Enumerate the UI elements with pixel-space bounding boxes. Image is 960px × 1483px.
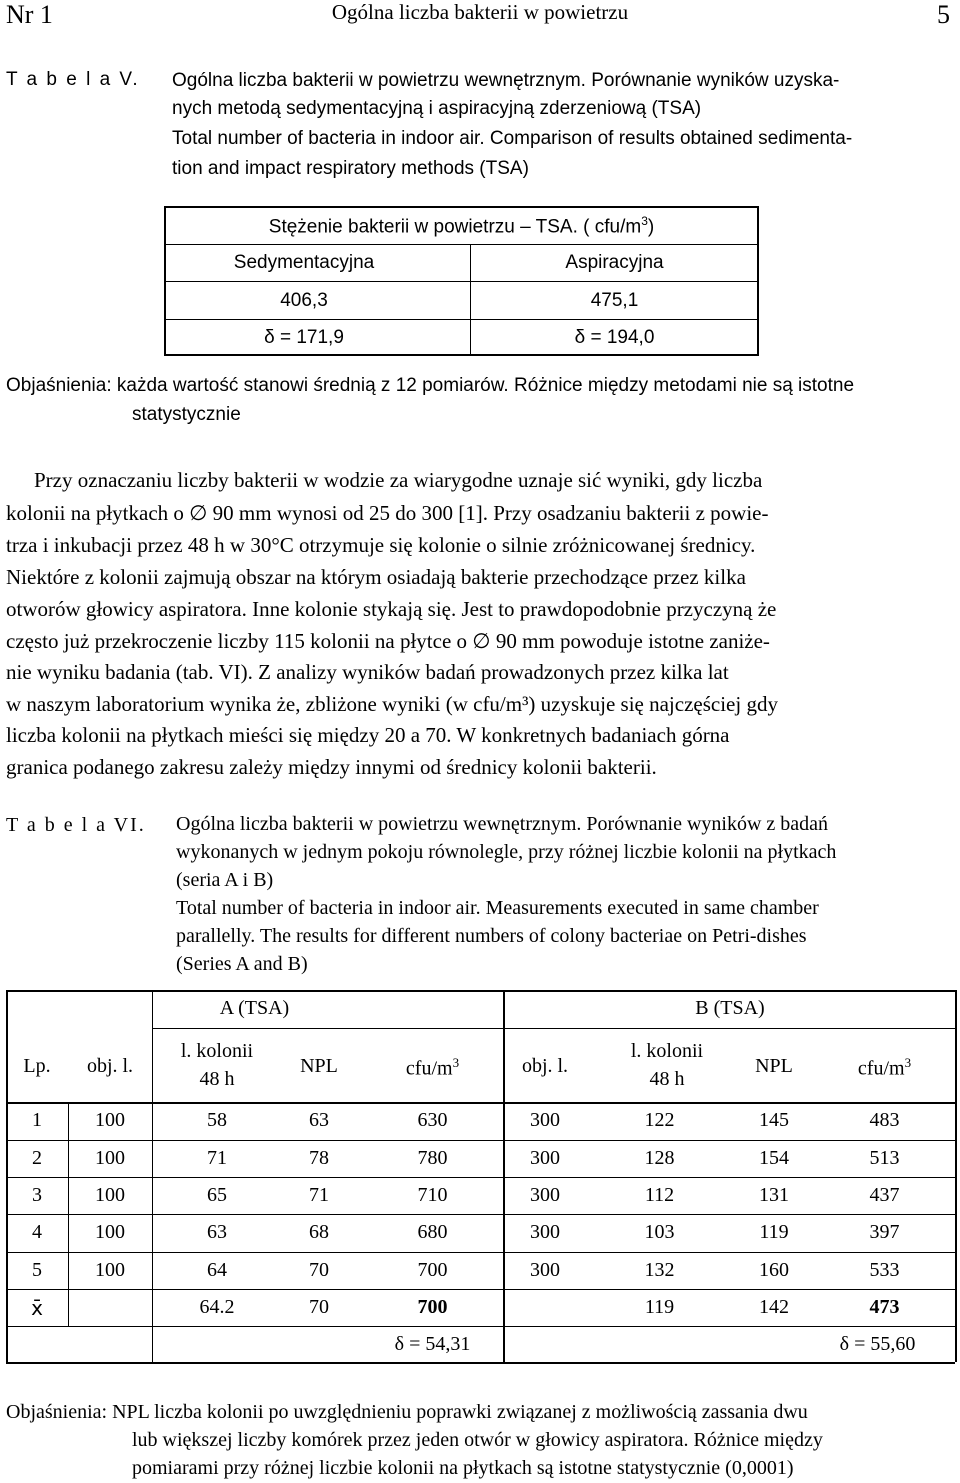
cell-lp: 1 <box>32 1109 42 1131</box>
table-5-value-sedymentacyjna: 406,3 <box>280 290 328 311</box>
cell-cfu-b: 483 <box>869 1109 900 1131</box>
table-6-caption-line: Total number of bacteria in indoor air. Measurements executed in same chamber <box>176 897 819 919</box>
table-5-col-aspiracyjna: Aspiracyjna <box>565 252 664 273</box>
table-6-caption-line: (seria A i B) <box>176 869 274 891</box>
cell-npl-a: 71 <box>309 1184 329 1206</box>
cell-npl-b: 119 <box>759 1221 789 1243</box>
cell-obj-b: 300 <box>530 1221 560 1243</box>
cell-lp: 4 <box>32 1221 42 1243</box>
table-5-header-sup: 3 <box>641 214 648 228</box>
group-header-b: B (TSA) <box>695 997 765 1019</box>
table-5-caption-line: nych metodą sedymentacyjną i aspiracyjną zderzeniową (TSA) <box>172 98 702 119</box>
cell-npl-b: 160 <box>759 1259 789 1281</box>
table-5-value-aspiracyjna: 475,1 <box>590 290 639 311</box>
paragraph-line: w naszym laboratorium wynika że, zbliżone wyniki (w cfu/m³) uzyskuje się najczęściej gdy <box>6 692 778 716</box>
table-divider <box>68 1102 69 1326</box>
column-header-kolonii-b-hours: 48 h <box>649 1068 685 1090</box>
cell-kolonii-b: 132 <box>644 1259 675 1281</box>
table-divider <box>164 281 759 282</box>
table-divider <box>6 1102 955 1104</box>
table-5-caption-line: Ogólna liczba bakterii w powietrzu wewnętrznym. Porównanie wyników uzyska- <box>172 70 840 91</box>
cell-obj-a: 100 <box>95 1221 125 1243</box>
cell-npl-b: 154 <box>759 1147 789 1169</box>
table-divider <box>955 990 957 1362</box>
cell-npl-a: 78 <box>309 1147 329 1169</box>
cell-cfu-b: 437 <box>869 1184 900 1206</box>
paragraph-line: Przy oznaczaniu liczby bakterii w wodzie za wiarygodne uznaje sić wyniki, gdy liczba <box>34 468 763 492</box>
column-header-cfu-b-sup: 3 <box>904 1055 912 1070</box>
table-5-sd-aspiracyjna: δ = 194,0 <box>574 327 655 348</box>
column-header-kolonii-a: l. kolonii <box>180 1040 254 1062</box>
table-5-note: Objaśnienia: każda wartość stanowi średnią z 12 pomiarów. Różnice między metodami nie są istotne <box>6 375 855 396</box>
table-divider <box>6 1252 955 1253</box>
cell-kolonii-b: 128 <box>644 1147 675 1169</box>
cell-obj-b: 300 <box>530 1184 560 1206</box>
page-number: 5 <box>937 0 950 29</box>
cell-obj-a: 100 <box>95 1147 125 1169</box>
paragraph-line: trza i inkubacji przez 48 h w 30°C otrzymuje się kolonie o silnie zróżnicowanej średnicy. <box>6 533 756 557</box>
cell-mean-npl-a: 70 <box>309 1296 329 1318</box>
table-5-header-close: ) <box>647 216 655 238</box>
table-6-caption-line: (Series A and B) <box>176 953 308 975</box>
cell-lp: 5 <box>32 1259 42 1281</box>
table-5-col-sedymentacyjna: Sedymentacyjna <box>233 252 375 273</box>
table-5 <box>164 206 759 356</box>
cell-mean-cfu-a: 700 <box>417 1296 448 1318</box>
table-6-caption-line: parallelly. The results for different numbers of colony bacteriae on Petri-dishes <box>176 925 807 947</box>
paragraph-line: kolonii na płytkach o ∅ 90 mm wynosi od 25 do 300 [1]. Przy osadzaniu bakterii z powie- <box>6 501 769 525</box>
paragraph-line: nie wyniku badania (tab. VI). Z analizy wyników badań prowadzonych przez kilka lat <box>6 660 729 684</box>
table-divider <box>164 319 759 320</box>
column-header-cfu-a-text: cfu/m <box>405 1057 453 1080</box>
column-header-obj-a: obj. l. <box>86 1055 134 1077</box>
table-6-note: Objaśnienia: NPL liczba kolonii po uwzględnieniu poprawki związanej z możliwością zassania dwu <box>6 1401 808 1423</box>
table-6-caption-line: Ogólna liczba bakterii w powietrzu wewnętrznym. Porównanie wyników z badań <box>176 813 829 835</box>
cell-cfu-a: 680 <box>417 1221 448 1243</box>
group-header-a: A (TSA) <box>219 997 290 1019</box>
table-6-label: T a b e l a VI. <box>6 814 146 836</box>
table-divider <box>6 1140 955 1141</box>
table-divider <box>503 990 505 1362</box>
column-header-kolonii-a-hours: 48 h <box>199 1068 235 1090</box>
column-header-lp: Lp. <box>23 1055 51 1077</box>
cell-obj-b: 300 <box>530 1259 560 1281</box>
table-border-top <box>6 990 955 992</box>
cell-cfu-a: 630 <box>417 1109 448 1131</box>
column-header-cfu-a <box>362 1055 503 1081</box>
cell-cfu-b: 533 <box>869 1259 900 1281</box>
table-5-label: T a b e l a V. <box>6 69 140 90</box>
cell-npl-b: 131 <box>759 1184 789 1206</box>
page-header-left: Nr 1 <box>6 0 53 29</box>
table-divider <box>6 1326 955 1327</box>
paragraph-line: liczba kolonii na płytkach mieści się między 20 a 70. W konkretnych badaniach górna <box>6 723 730 747</box>
cell-lp: 2 <box>32 1147 42 1169</box>
table-divider <box>6 1214 955 1215</box>
cell-mean-cfu-b: 473 <box>869 1296 900 1318</box>
cell-obj-b: 300 <box>530 1109 560 1131</box>
cell-mean-kolonii-a: 64.2 <box>199 1296 235 1318</box>
paragraph-line: często już przekroczenie liczby 115 kolonii na płytce o ∅ 90 mm powoduje istotne zaniże- <box>6 629 770 653</box>
table-5-header-text: Stężenie bakterii w powietrzu – TSA. ( cfu/m <box>268 216 642 238</box>
cell-kolonii-a: 65 <box>207 1184 227 1206</box>
cell-lp: 3 <box>32 1184 42 1206</box>
cell-npl-a: 63 <box>309 1109 329 1131</box>
cell-kolonii-a: 71 <box>207 1147 227 1169</box>
table-6-note-continued: pomiarami przy różnej liczbie kolonii na płytkach są istotne statystycznie (0,0001) <box>132 1457 794 1479</box>
cell-obj-a: 100 <box>95 1184 125 1206</box>
cell-cfu-a: 780 <box>417 1147 448 1169</box>
paragraph-line: otworów głowicy aspiratora. Inne kolonie stykają się. Jest to prawdopodobnie przyczyną że <box>6 597 777 621</box>
cell-obj-a: 100 <box>95 1109 125 1131</box>
column-header-cfu-b-text: cfu/m <box>857 1057 905 1080</box>
column-header-npl-a: NPL <box>300 1055 338 1077</box>
cell-mean-npl-b: 142 <box>759 1296 789 1318</box>
table-6-note-continued: lub większej liczby komórek przez jeden otwór w głowicy aspiratora. Różnice między <box>132 1429 823 1451</box>
page-header-title: Ogólna liczba bakterii w powietrzu <box>331 0 629 24</box>
cell-sd-b: δ = 55,60 <box>839 1333 916 1355</box>
paragraph-line: Niektóre z kolonii zajmują obszar na którym osiadają bakterie przechodzące przez kilka <box>6 565 746 589</box>
cell-npl-a: 68 <box>309 1221 329 1243</box>
column-header-cfu-b <box>814 1055 955 1081</box>
table-divider <box>164 244 759 245</box>
column-header-npl-b: NPL <box>755 1055 793 1077</box>
cell-obj-a: 100 <box>95 1259 125 1281</box>
cell-cfu-b: 513 <box>869 1147 900 1169</box>
cell-mean-symbol: x̄ <box>31 1296 43 1320</box>
cell-npl-a: 70 <box>309 1259 329 1281</box>
cell-mean-kolonii-b: 119 <box>644 1296 675 1318</box>
cell-kolonii-a: 64 <box>207 1259 227 1281</box>
column-header-cfu-a-sup: 3 <box>452 1055 460 1070</box>
cell-cfu-b: 397 <box>869 1221 900 1243</box>
table-5-caption-line: Total number of bacteria in indoor air. Comparison of results obtained sedimenta- <box>172 128 853 149</box>
paragraph-line: granica podanego zakresu zależy między innymi od średnicy kolonii bakterii. <box>6 755 657 779</box>
cell-kolonii-a: 58 <box>207 1109 227 1131</box>
table-5-note-continued: statystycznie <box>132 404 241 425</box>
cell-cfu-a: 710 <box>417 1184 448 1206</box>
cell-kolonii-b: 122 <box>644 1109 675 1131</box>
table-border-bottom <box>6 1362 955 1364</box>
table-divider <box>6 1289 955 1290</box>
table-5-caption-line: tion and impact respiratory methods (TSA) <box>172 158 529 179</box>
cell-kolonii-b: 103 <box>644 1221 675 1243</box>
cell-npl-b: 145 <box>759 1109 789 1131</box>
column-header-kolonii-b: l. kolonii <box>630 1040 704 1062</box>
cell-obj-b: 300 <box>530 1147 560 1169</box>
table-5-sd-sedymentacyjna: δ = 171,9 <box>264 327 344 348</box>
column-header-obj-b: obj. l. <box>521 1055 569 1077</box>
cell-kolonii-b: 112 <box>644 1184 675 1206</box>
table-5-header <box>164 214 759 238</box>
cell-kolonii-a: 63 <box>207 1221 227 1243</box>
cell-cfu-a: 700 <box>417 1259 448 1281</box>
table-divider <box>152 1028 955 1029</box>
table-divider <box>6 1177 955 1178</box>
cell-sd-a: δ = 54,31 <box>394 1333 471 1355</box>
table-6-caption-line: wykonanych w jednym pokoju równolegle, przy różnej liczbie kolonii na płytkach <box>176 841 837 863</box>
